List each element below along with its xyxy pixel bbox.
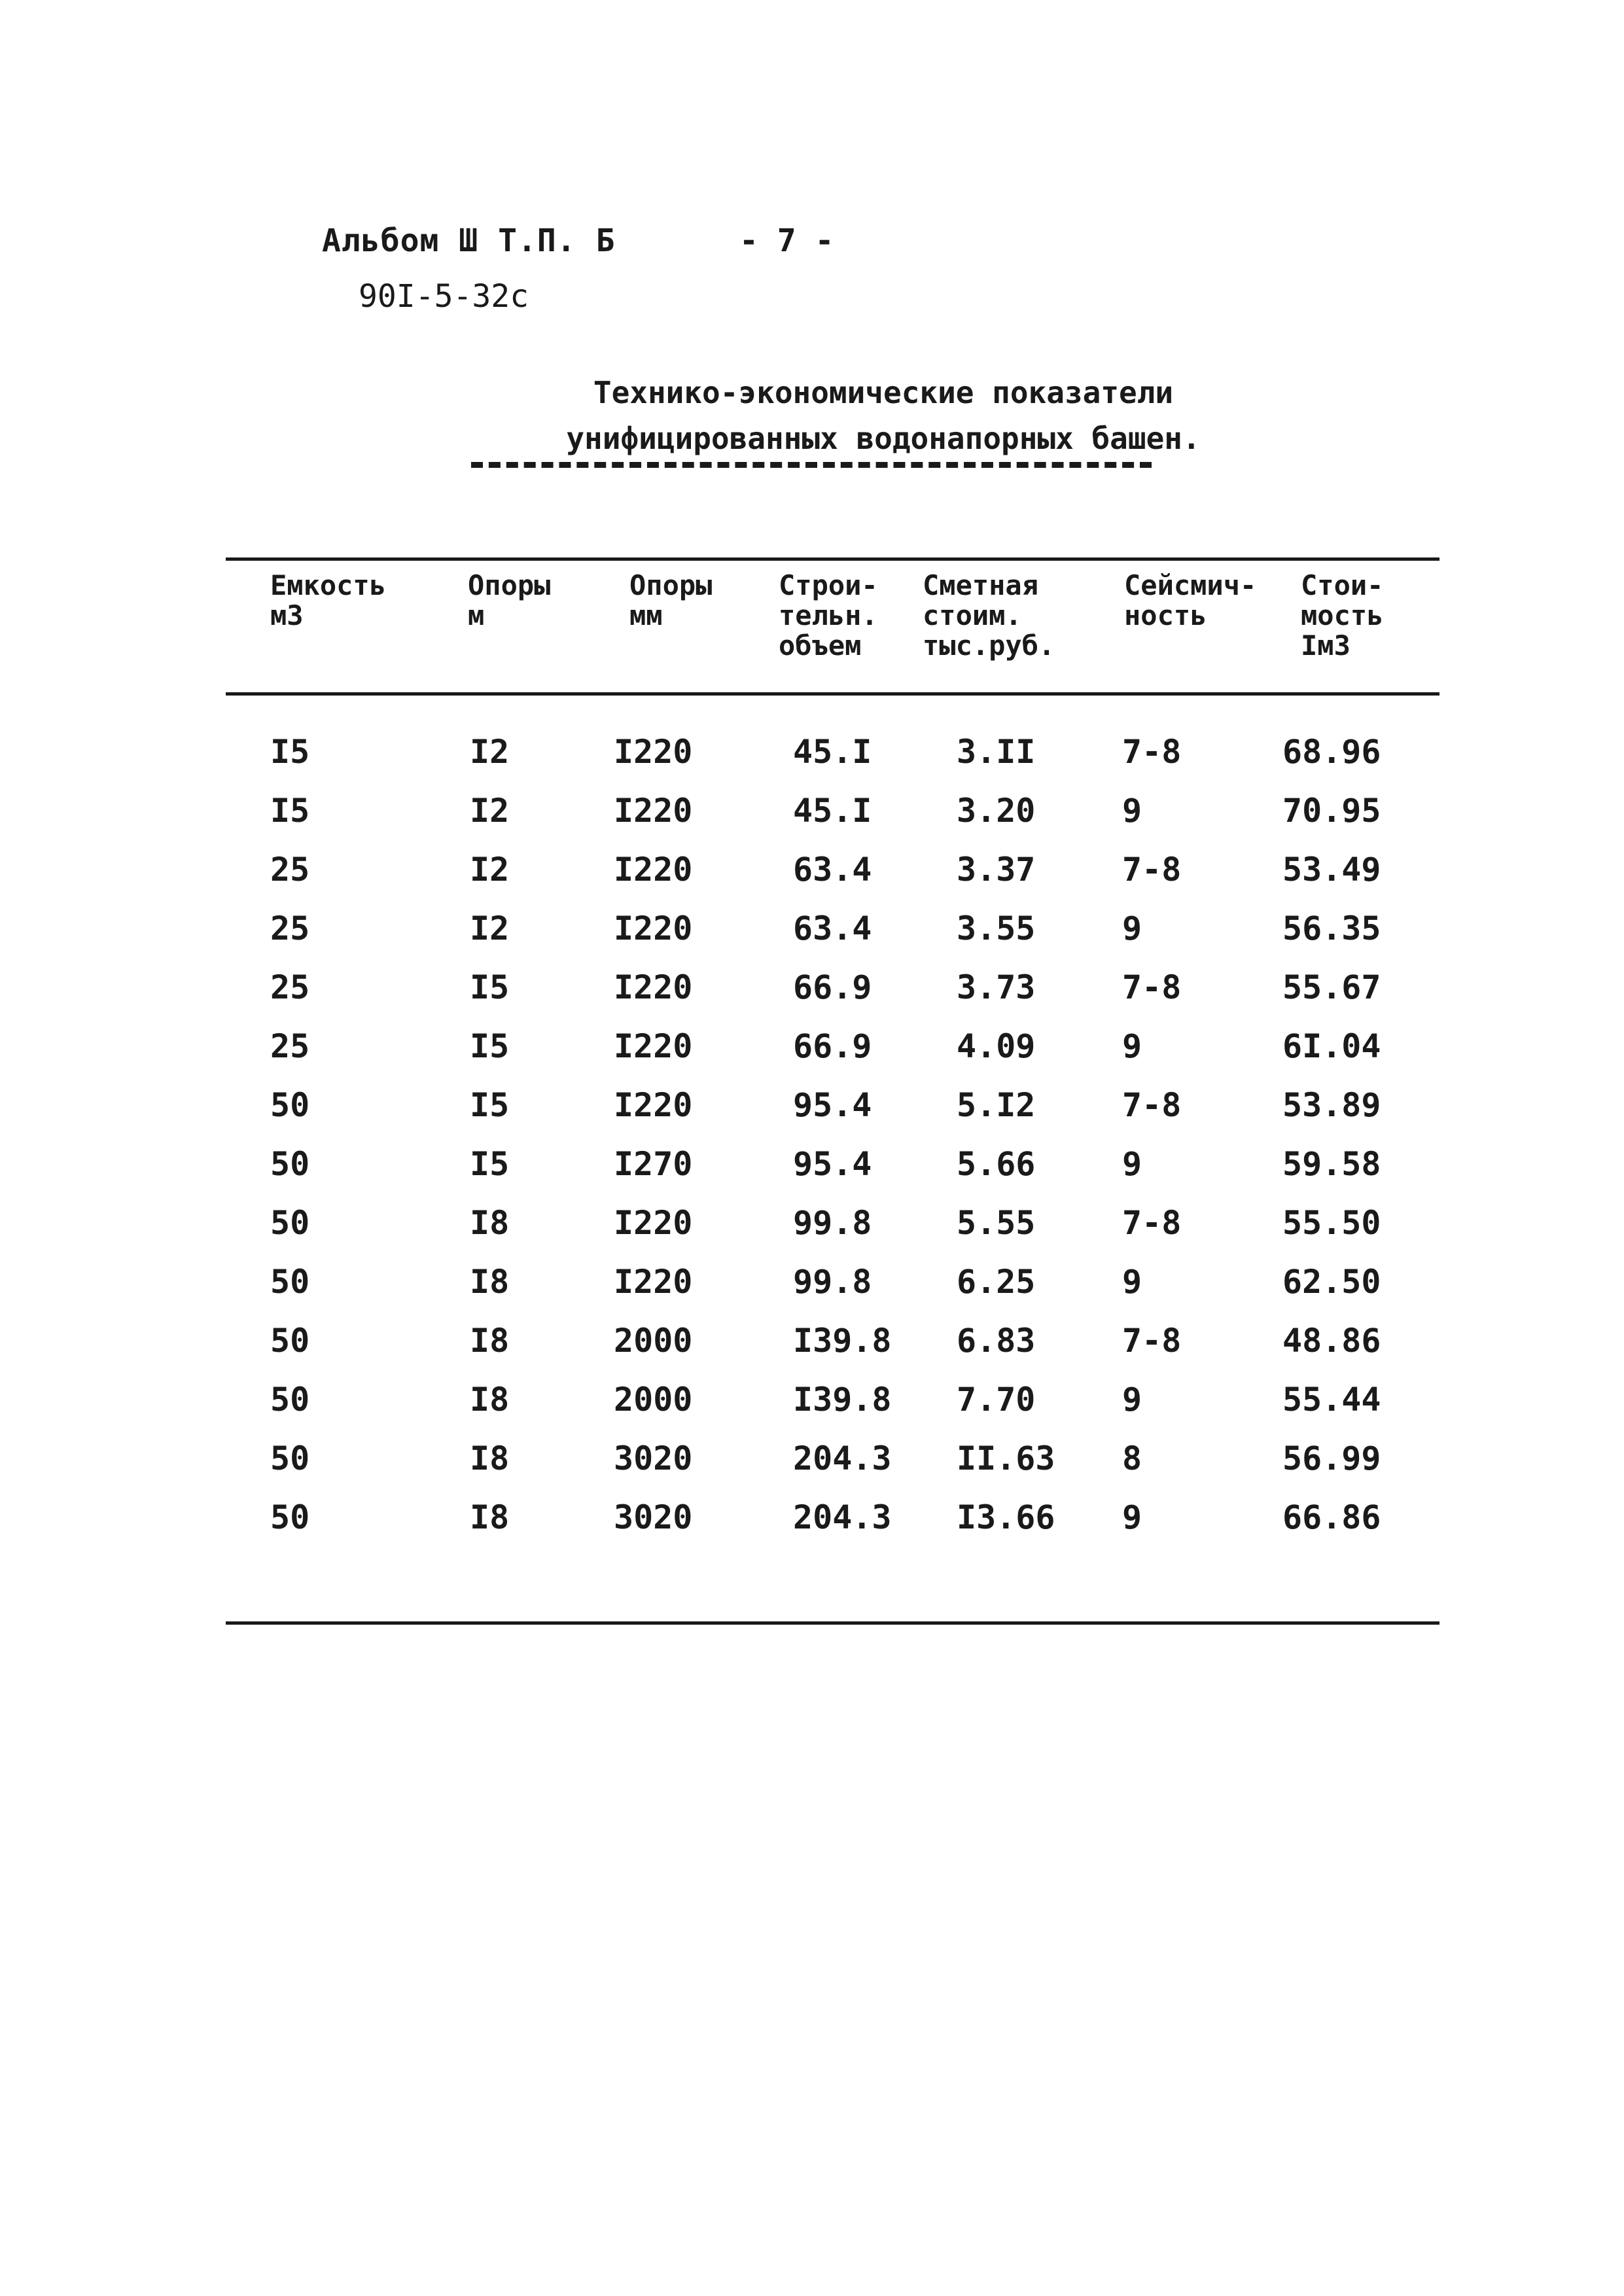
- table-cell-estimated-cost: 3.37: [957, 851, 1036, 889]
- table-cell-estimated-cost: 3.55: [957, 910, 1036, 947]
- table-cell-support-mm: 3020: [614, 1439, 693, 1477]
- table-cell-building-volume: 45.I: [793, 733, 872, 771]
- table-cell-seismicity: 7-8: [1122, 968, 1182, 1006]
- table-cell-capacity: 25: [270, 910, 310, 947]
- table-cell-cost-per-m3: 56.35: [1282, 910, 1381, 947]
- table-cell-cost-per-m3: 66.86: [1282, 1498, 1381, 1536]
- column-header-estimated-cost: Сметная стоим. тыс.руб.: [923, 569, 1055, 662]
- table-cell-capacity: 50: [270, 1145, 310, 1183]
- table-cell-seismicity: 7-8: [1122, 733, 1182, 771]
- table-cell-support-mm: I220: [614, 792, 693, 830]
- table-cell-estimated-cost: 6.25: [957, 1263, 1036, 1301]
- table-cell-cost-per-m3: 55.44: [1282, 1381, 1381, 1419]
- table-cell-support-height-m: I8: [470, 1381, 510, 1419]
- table-cell-cost-per-m3: 68.96: [1282, 733, 1381, 771]
- table-cell-support-height-m: I8: [470, 1498, 510, 1536]
- table-cell-support-height-m: I5: [470, 1027, 510, 1065]
- table-cell-seismicity: 7-8: [1122, 1086, 1182, 1124]
- title-line-2: унифицированных водонапорных башен.: [566, 421, 1201, 456]
- table-cell-seismicity: 9: [1122, 1381, 1142, 1419]
- table-cell-estimated-cost: 3.73: [957, 968, 1036, 1006]
- table-cell-building-volume: 63.4: [793, 851, 872, 889]
- table-cell-seismicity: 9: [1122, 1145, 1142, 1183]
- table-cell-cost-per-m3: 53.89: [1282, 1086, 1381, 1124]
- table-cell-capacity: I5: [270, 733, 310, 771]
- table-cell-capacity: 50: [270, 1322, 310, 1360]
- table-top-rule: [226, 557, 1439, 561]
- table-cell-support-mm: I220: [614, 1204, 693, 1242]
- table-cell-cost-per-m3: 59.58: [1282, 1145, 1381, 1183]
- table-cell-cost-per-m3: 48.86: [1282, 1322, 1381, 1360]
- table-cell-seismicity: 7-8: [1122, 1322, 1182, 1360]
- table-cell-estimated-cost: I3.66: [957, 1498, 1055, 1536]
- table-cell-capacity: 25: [270, 968, 310, 1006]
- table-cell-capacity: 50: [270, 1204, 310, 1242]
- table-cell-seismicity: 7-8: [1122, 1204, 1182, 1242]
- table-cell-building-volume: 66.9: [793, 1027, 872, 1065]
- column-header-building-volume: Строи- тельн. объем: [779, 569, 878, 662]
- column-header-cost-per-m3: Стои- мость Iм3: [1301, 569, 1384, 662]
- table-cell-support-height-m: I8: [470, 1204, 510, 1242]
- table-cell-support-height-m: I2: [470, 910, 510, 947]
- table-cell-building-volume: 204.3: [793, 1498, 892, 1536]
- table-cell-support-height-m: I2: [470, 733, 510, 771]
- column-header-support-mm: Опоры мм: [629, 569, 713, 631]
- table-cell-building-volume: 66.9: [793, 968, 872, 1006]
- table-cell-support-height-m: I5: [470, 1086, 510, 1124]
- table-cell-support-mm: I220: [614, 851, 693, 889]
- table-cell-cost-per-m3: 62.50: [1282, 1263, 1381, 1301]
- table-cell-support-height-m: I5: [470, 1145, 510, 1183]
- table-cell-support-mm: I270: [614, 1145, 693, 1183]
- table-cell-estimated-cost: 5.55: [957, 1204, 1036, 1242]
- table-cell-support-mm: I220: [614, 1027, 693, 1065]
- table-cell-cost-per-m3: 55.50: [1282, 1204, 1381, 1242]
- table-cell-building-volume: I39.8: [793, 1381, 892, 1419]
- table-cell-building-volume: 63.4: [793, 910, 872, 947]
- table-cell-capacity: 50: [270, 1439, 310, 1477]
- table-cell-seismicity: 9: [1122, 910, 1142, 947]
- table-cell-support-mm: I220: [614, 1263, 693, 1301]
- table-cell-support-mm: I220: [614, 968, 693, 1006]
- table-cell-seismicity: 7-8: [1122, 851, 1182, 889]
- table-cell-support-height-m: I5: [470, 968, 510, 1006]
- table-cell-building-volume: 95.4: [793, 1086, 872, 1124]
- table-cell-support-mm: I220: [614, 733, 693, 771]
- table-cell-building-volume: 95.4: [793, 1145, 872, 1183]
- column-header-capacity: Емкость м3: [270, 569, 387, 631]
- table-cell-support-mm: 3020: [614, 1498, 693, 1536]
- table-cell-estimated-cost: 5.I2: [957, 1086, 1036, 1124]
- column-header-seismicity: Сейсмич- ность: [1124, 569, 1257, 631]
- title-line-1: Технико-экономические показатели: [593, 375, 1174, 410]
- column-header-support-height-m: Опоры м: [468, 569, 551, 631]
- table-cell-building-volume: 99.8: [793, 1204, 872, 1242]
- table-cell-cost-per-m3: 56.99: [1282, 1439, 1381, 1477]
- table-cell-support-mm: I220: [614, 910, 693, 947]
- table-cell-estimated-cost: 7.70: [957, 1381, 1036, 1419]
- table-cell-support-height-m: I8: [470, 1439, 510, 1477]
- table-header-rule: [226, 692, 1439, 696]
- table-cell-capacity: 25: [270, 1027, 310, 1065]
- table-cell-estimated-cost: 5.66: [957, 1145, 1036, 1183]
- table-cell-building-volume: 45.I: [793, 792, 872, 830]
- table-cell-cost-per-m3: 53.49: [1282, 851, 1381, 889]
- table-cell-seismicity: 9: [1122, 1027, 1142, 1065]
- table-cell-estimated-cost: II.63: [957, 1439, 1055, 1477]
- table-cell-capacity: 50: [270, 1263, 310, 1301]
- table-cell-support-height-m: I2: [470, 792, 510, 830]
- table-cell-estimated-cost: 3.20: [957, 792, 1036, 830]
- page-number: - 7 -: [739, 222, 834, 259]
- table-cell-capacity: 50: [270, 1498, 310, 1536]
- table-cell-building-volume: 204.3: [793, 1439, 892, 1477]
- table-bottom-rule: [226, 1621, 1439, 1625]
- table-cell-support-height-m: I2: [470, 851, 510, 889]
- table-cell-cost-per-m3: 6I.04: [1282, 1027, 1381, 1065]
- table-cell-cost-per-m3: 70.95: [1282, 792, 1381, 830]
- table-cell-capacity: I5: [270, 792, 310, 830]
- table-cell-seismicity: 9: [1122, 792, 1142, 830]
- table-cell-support-mm: 2000: [614, 1381, 693, 1419]
- table-cell-estimated-cost: 6.83: [957, 1322, 1036, 1360]
- table-cell-seismicity: 9: [1122, 1498, 1142, 1536]
- table-cell-support-mm: 2000: [614, 1322, 693, 1360]
- table-cell-building-volume: I39.8: [793, 1322, 892, 1360]
- table-cell-cost-per-m3: 55.67: [1282, 968, 1381, 1006]
- table-cell-capacity: 50: [270, 1086, 310, 1124]
- table-cell-estimated-cost: 3.II: [957, 733, 1036, 771]
- table-cell-capacity: 25: [270, 851, 310, 889]
- table-cell-seismicity: 8: [1122, 1439, 1142, 1477]
- document-code: 90I-5-32с: [359, 278, 529, 315]
- table-cell-support-height-m: I8: [470, 1322, 510, 1360]
- table-cell-support-mm: I220: [614, 1086, 693, 1124]
- table-cell-seismicity: 9: [1122, 1263, 1142, 1301]
- album-reference: Альбом Ш Т.П. Б: [322, 222, 616, 259]
- table-cell-building-volume: 99.8: [793, 1263, 872, 1301]
- table-cell-estimated-cost: 4.09: [957, 1027, 1036, 1065]
- table-cell-support-height-m: I8: [470, 1263, 510, 1301]
- table-cell-capacity: 50: [270, 1381, 310, 1419]
- title-underline: [471, 462, 1152, 468]
